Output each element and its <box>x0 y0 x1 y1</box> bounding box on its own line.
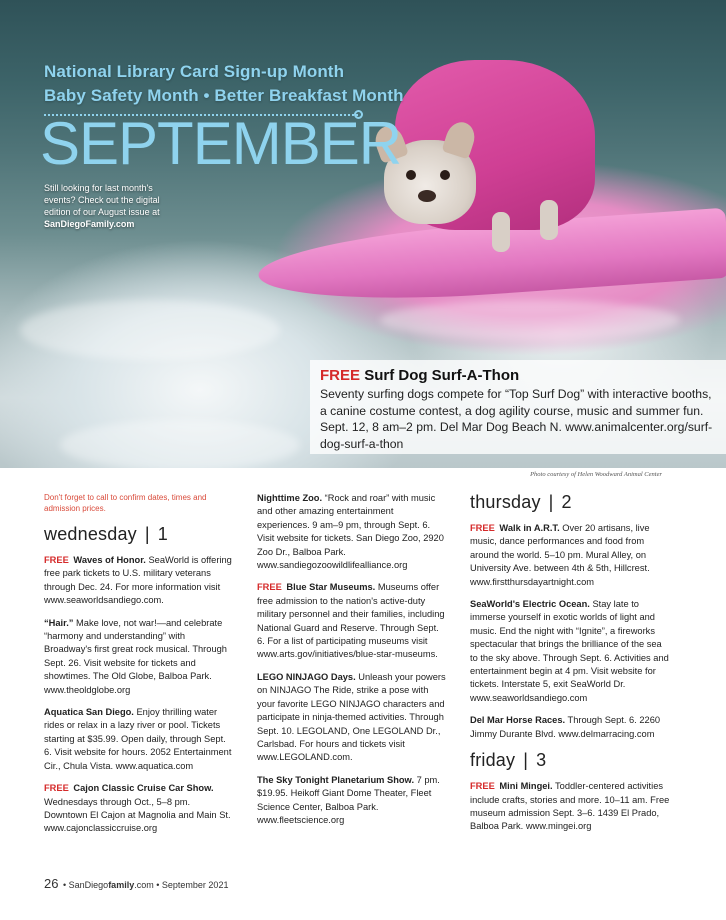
event-item <box>257 774 447 828</box>
column-1 <box>44 492 234 845</box>
event-details: SeaWorld is offering free park tickets to U.S. military veterans through Dec. 24. For more information visit www.seaworldsandiego.com. <box>44 555 232 606</box>
observance-line-1: National Library Card Sign-up Month <box>44 62 345 81</box>
event-name: Walk in A.R.T. <box>499 523 560 533</box>
page-title: SEPTEMBER <box>40 110 402 177</box>
column-3 <box>470 492 670 843</box>
event-item <box>470 598 670 705</box>
day-name: friday <box>470 750 516 771</box>
event-item <box>44 706 234 773</box>
brand-suffix: .com <box>134 880 154 890</box>
footer-bullet: • <box>62 880 67 890</box>
day-heading-thursday <box>470 492 670 513</box>
day-heading-wednesday <box>44 524 234 545</box>
event-name: LEGO NINJAGO Days. <box>257 671 356 682</box>
event-name: Mini Mingei. <box>499 781 553 792</box>
wave-spray <box>20 300 280 360</box>
day-number: 3 <box>536 750 547 771</box>
free-tag: FREE <box>470 781 495 792</box>
event-item <box>257 671 447 765</box>
featured-event-title <box>320 366 716 386</box>
photo-credit: Photo courtesy of Helen Woodward Animal Center <box>530 471 662 478</box>
event-item <box>44 554 234 608</box>
event-name: The Sky Tonight Planetarium Show. <box>257 774 415 785</box>
event-name: Del Mar Horse Races. <box>470 715 566 726</box>
event-item <box>44 617 234 697</box>
event-details: Unleash your powers on NINJAGO The Ride, strike a pose with your favorite LEGO NINJAGO characters and participate in ninja-themed activities. Through Sept. 10. LEGOLAND, One LEGOLAND Dr., Carlsbad. For hours and tickets visit www.LEGOLAND.com. <box>257 671 446 763</box>
dog-eye <box>406 170 416 180</box>
event-item <box>470 780 670 834</box>
page-footer <box>44 876 228 891</box>
event-name: Aquatica San Diego. <box>44 707 134 718</box>
event-name: SeaWorld's Electric Ocean. <box>470 599 590 610</box>
event-details: Museums offer free admission to the nation's active-duty military personnel and their families, including National Guard and Reserve. Through Sept. 6. For a list of participating museums visit www.arts.gov/initiatives/blue-star-museums. <box>257 582 445 660</box>
event-details: Through Sept. 6. 2260 Jimmy Durante Blvd. www.delmarracing.com <box>470 715 661 739</box>
event-item <box>470 714 670 741</box>
event-item <box>44 782 234 836</box>
dog-eye <box>440 170 450 180</box>
day-name: thursday <box>470 492 541 512</box>
free-tag: FREE <box>44 555 69 565</box>
day-heading-friday <box>470 750 670 771</box>
featured-event-box <box>310 360 726 454</box>
event-details: Over 20 artisans, live music, dance performances and food from around the world. 5–10 pm. Mural Alley, on University Ave. between 4th & 5th, Hillcrest. www.firstthursdayartnight.com <box>470 523 650 587</box>
event-details: Toddler-centered activities include crafts, stories and more. 10–11 am. Free museum admission Sept. 3–6. 1439 El Prado, Balboa Park. www.mingei.org <box>470 781 670 832</box>
event-details: 7 pm. $19.95. Heikoff Giant Dome Theater, Fleet Science Center, Balboa Park. www.fleetscience.org <box>257 774 440 825</box>
august-issue-note <box>44 182 184 231</box>
free-tag: FREE <box>320 367 361 384</box>
event-name: “Hair.” <box>44 617 74 628</box>
day-number: 2 <box>561 492 572 512</box>
page-number: 26 <box>44 876 59 891</box>
event-details: “Rock and roar” with music and other amazing entertainment experiences. 9 am–9 pm, through Sept. 6. Visit website for tickets. San Diego Zoo, 2920 Zoo Dr., Balboa Park. www.sandiegozoowildlifealliance.org <box>257 493 444 571</box>
event-details: Wednesdays through Oct., 5–8 pm. Downtown El Cajon at Magnolia and Main St. www.cajonclassiccruise.org <box>44 796 231 834</box>
event-details: Make love, not war!—and celebrate “harmony and understanding” with Broadway's first great rock musical. Through Sept. 26. Visit website for tickets and showtimes. The Old Globe, Balboa Park. www.theoldglobe.org <box>44 617 227 695</box>
dog-leg <box>492 212 510 252</box>
event-item <box>470 522 670 589</box>
day-separator: | <box>548 492 554 512</box>
free-tag: FREE <box>257 582 282 593</box>
event-name: Blue Star Museums. <box>286 582 376 593</box>
note-link[interactable]: SanDiegoFamily.com <box>44 219 135 230</box>
column-2 <box>257 492 447 836</box>
dog-nose <box>418 190 436 202</box>
event-details: Enjoy thrilling water rides or relax in a lazy river or pool. Tickets starting at $35.99. Open daily, through Sept. 6. Visit website for hours. 2052 Entertainment Cir., Chula Vista. www.aquatica.com <box>44 707 232 771</box>
event-list <box>44 554 234 836</box>
event-name: Waves of Honor. <box>73 555 146 565</box>
event-name: Cajon Classic Cruise Car Show. <box>73 783 214 794</box>
day-number: 1 <box>157 524 168 544</box>
wave-spray <box>60 420 300 468</box>
footer-bullet: • <box>156 880 160 890</box>
note-text: Still looking for last month's events? Check out the digital edition of our August issue at <box>44 183 160 218</box>
wave-spray <box>380 300 680 340</box>
featured-event-description: Seventy surfing dogs compete for “Top Surf Dog” with interactive booths, a canine costume contest, a dog agility course, music and summer fun. Sept. 12, 8 am–2 pm. Del Mar Dog Beach N. www.animalcenter.org/surf-dog-surf-a-thon <box>320 387 713 451</box>
day-name: wednesday <box>44 524 137 544</box>
event-details: Stay late to immerse yourself in exotic worlds of light and music. End the night with “Ignite”, a fireworks spectacular that brings the brilliance of the sea to the sky above. Through Sept. 6. Activities and entertainment begin at 4 pm. Visit website for tickets. Interstate 5, exit SeaWorld Dr. www.seaworldsandiego.com <box>470 599 669 703</box>
event-name: Nighttime Zoo. <box>257 493 323 503</box>
brand-prefix: SanDiego <box>68 880 109 890</box>
free-tag: FREE <box>470 523 495 533</box>
event-item <box>257 492 447 572</box>
issue-date: September 2021 <box>161 880 229 890</box>
day-separator: | <box>523 750 529 771</box>
dog-leg <box>540 200 558 240</box>
footer-brand <box>69 880 154 890</box>
event-item <box>257 581 447 661</box>
confirm-reminder: Don't forget to call to confirm dates, times and admission prices. <box>44 493 207 513</box>
free-tag: FREE <box>44 783 69 794</box>
day-separator: | <box>144 524 150 544</box>
observance-line-2: Baby Safety Month • Better Breakfast Month <box>44 86 404 105</box>
brand-strong: family <box>108 880 135 890</box>
featured-event-name: Surf Dog Surf-A-Thon <box>364 367 520 384</box>
